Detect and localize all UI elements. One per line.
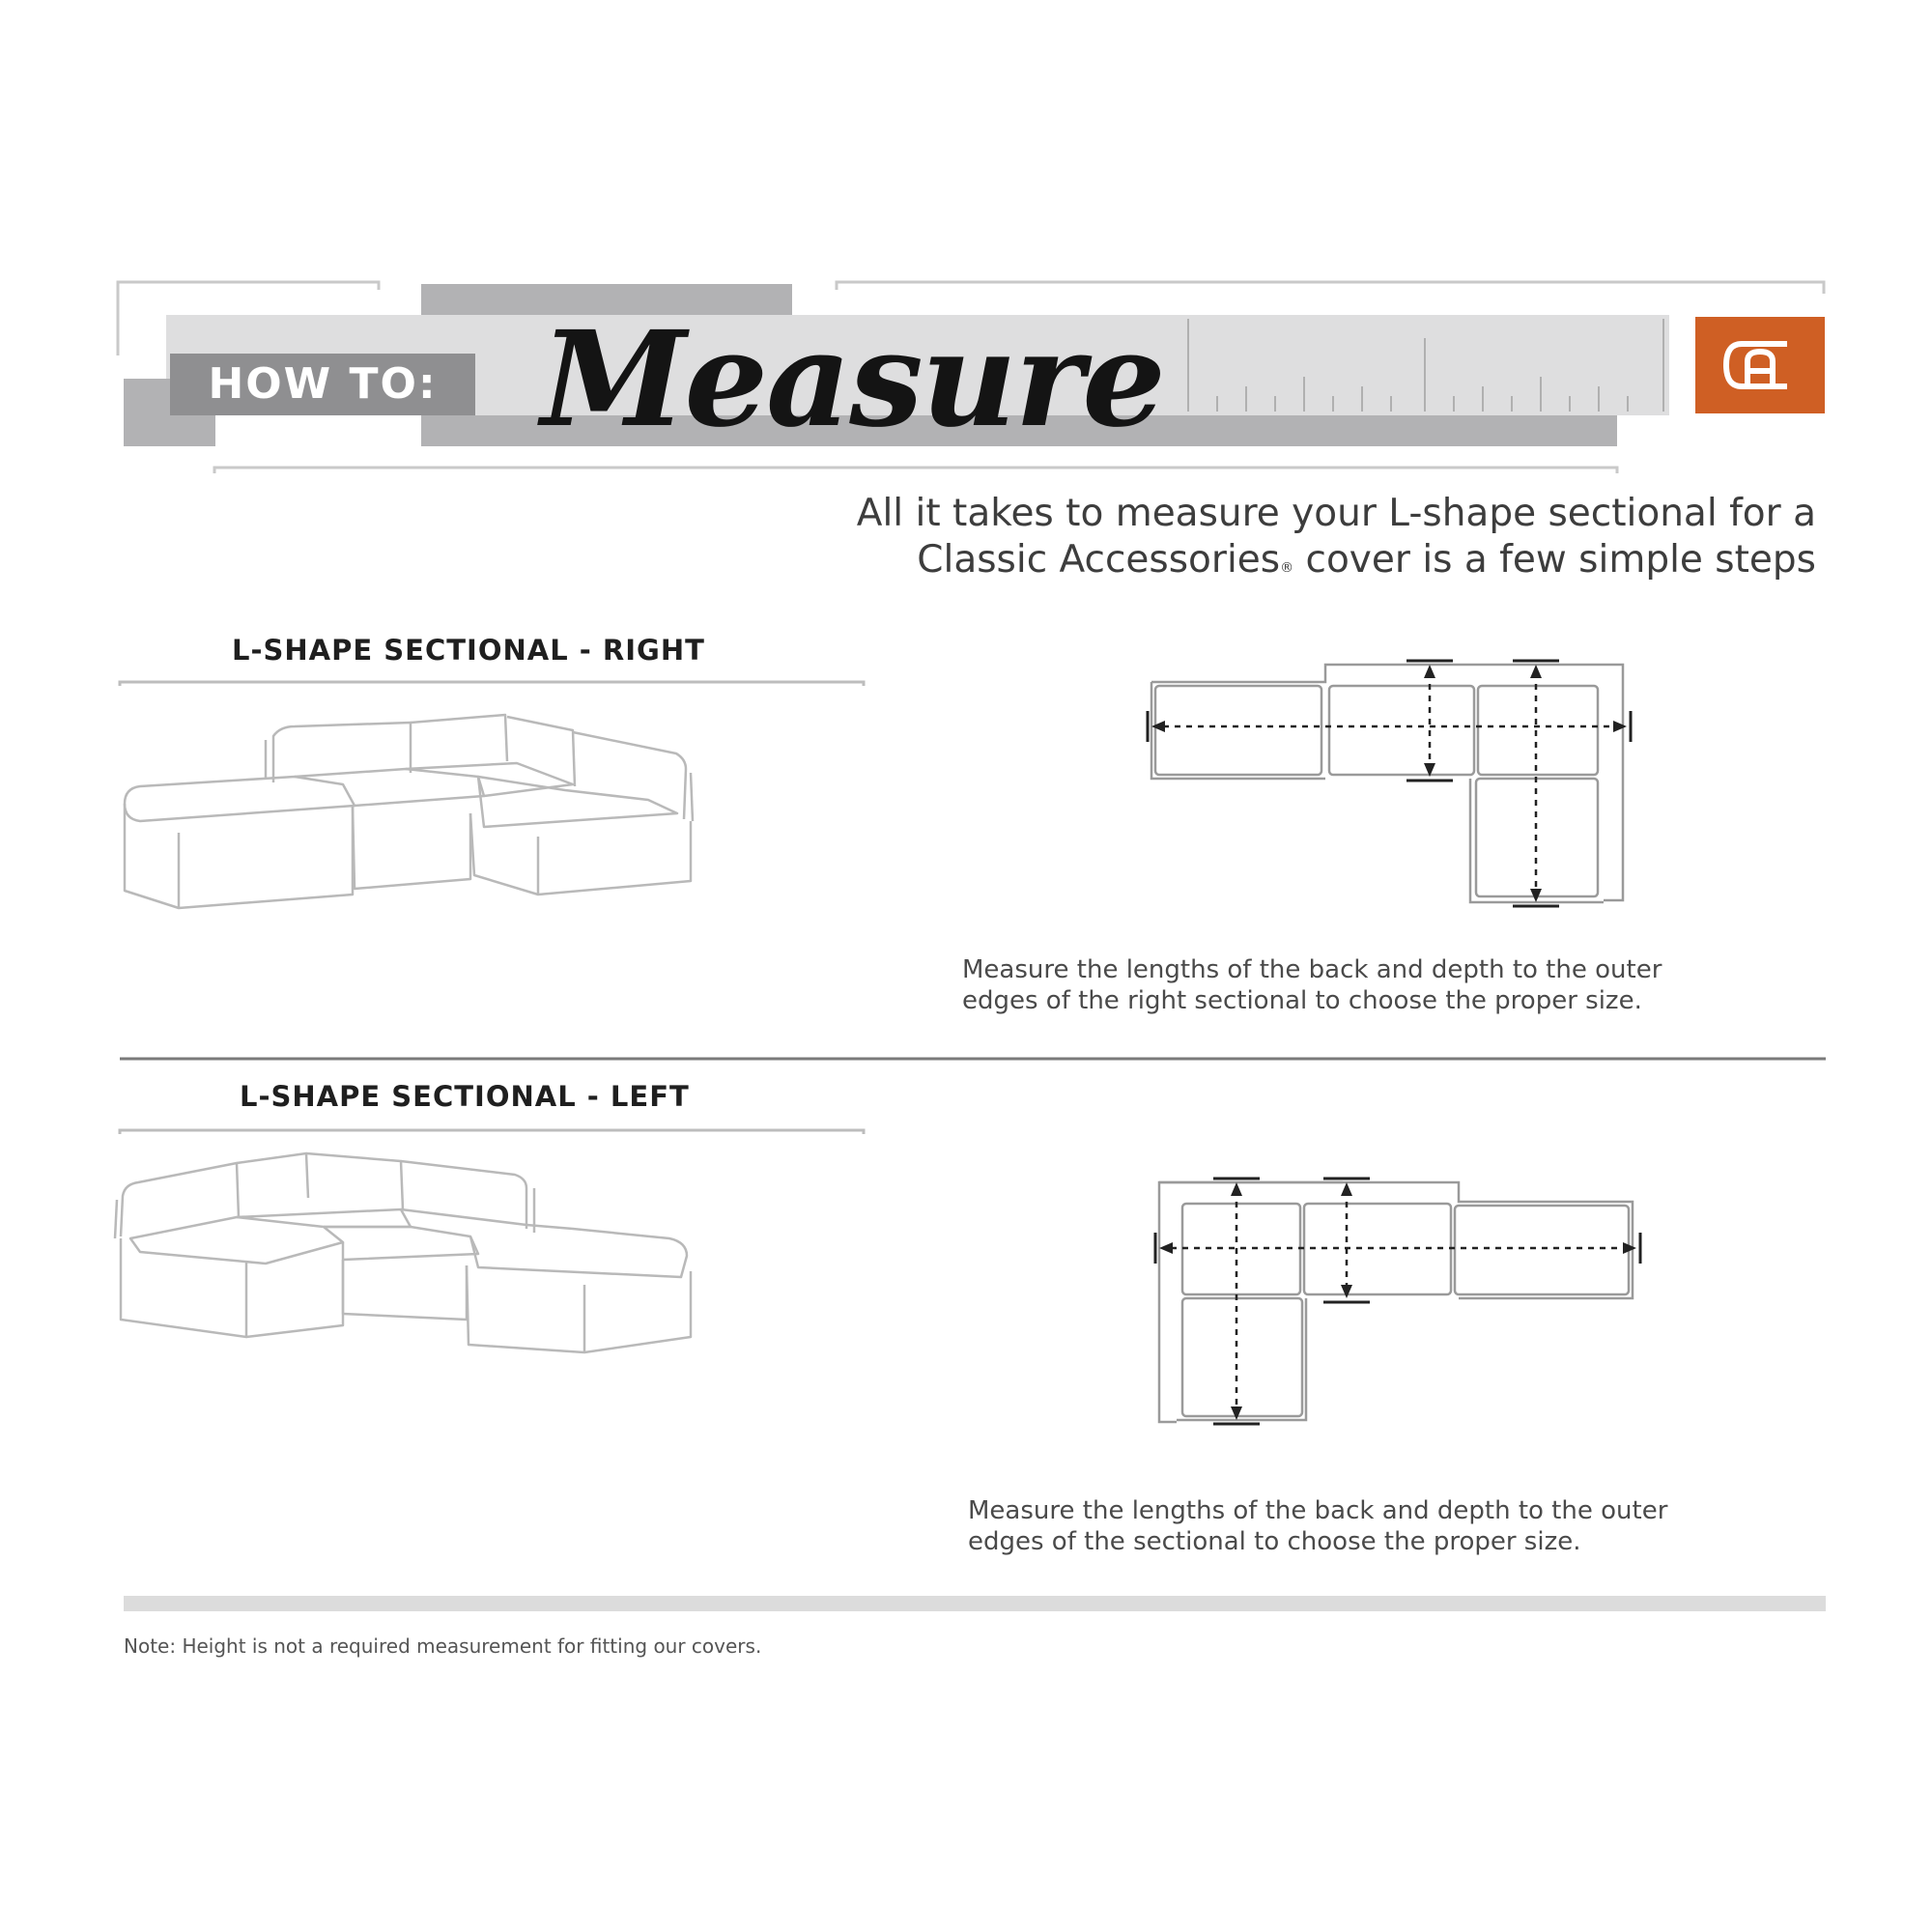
registered-mark: ® — [1280, 560, 1294, 576]
caption-right-line-1: Measure the lengths of the back and depth to the outer — [962, 955, 1662, 984]
caption-right-line-2: edges of the right sectional to choose the proper size. — [962, 986, 1642, 1015]
intro-line-2-rest: cover is a few simple steps — [1293, 538, 1816, 582]
caption-right — [962, 954, 1662, 1016]
l-shape-sectional-left-icon — [111, 1150, 710, 1372]
l-shape-sectional-right-icon — [111, 705, 710, 918]
caption-left-line-1: Measure the lengths of the back and depth to the outer — [968, 1496, 1668, 1525]
section-title-right: L-SHAPE SECTIONAL - RIGHT — [232, 634, 705, 667]
left-sectional-top-view-diagram — [1150, 1175, 1652, 1435]
how-to-label: HOW TO: — [170, 354, 475, 415]
intro-brand: Classic Accessories — [917, 538, 1281, 582]
measure-title: Measure — [541, 302, 1164, 457]
right-sectional-top-view-diagram — [1140, 657, 1642, 908]
section-title-left: L-SHAPE SECTIONAL - LEFT — [240, 1080, 690, 1113]
caption-left — [968, 1495, 1667, 1557]
intro-line-1: All it takes to measure your L-shape sectional for a — [856, 492, 1816, 535]
footnote: Note: Height is not a required measurement for fitting our covers. — [124, 1634, 762, 1658]
caption-left-line-2: edges of the sectional to choose the proper size. — [968, 1527, 1581, 1556]
